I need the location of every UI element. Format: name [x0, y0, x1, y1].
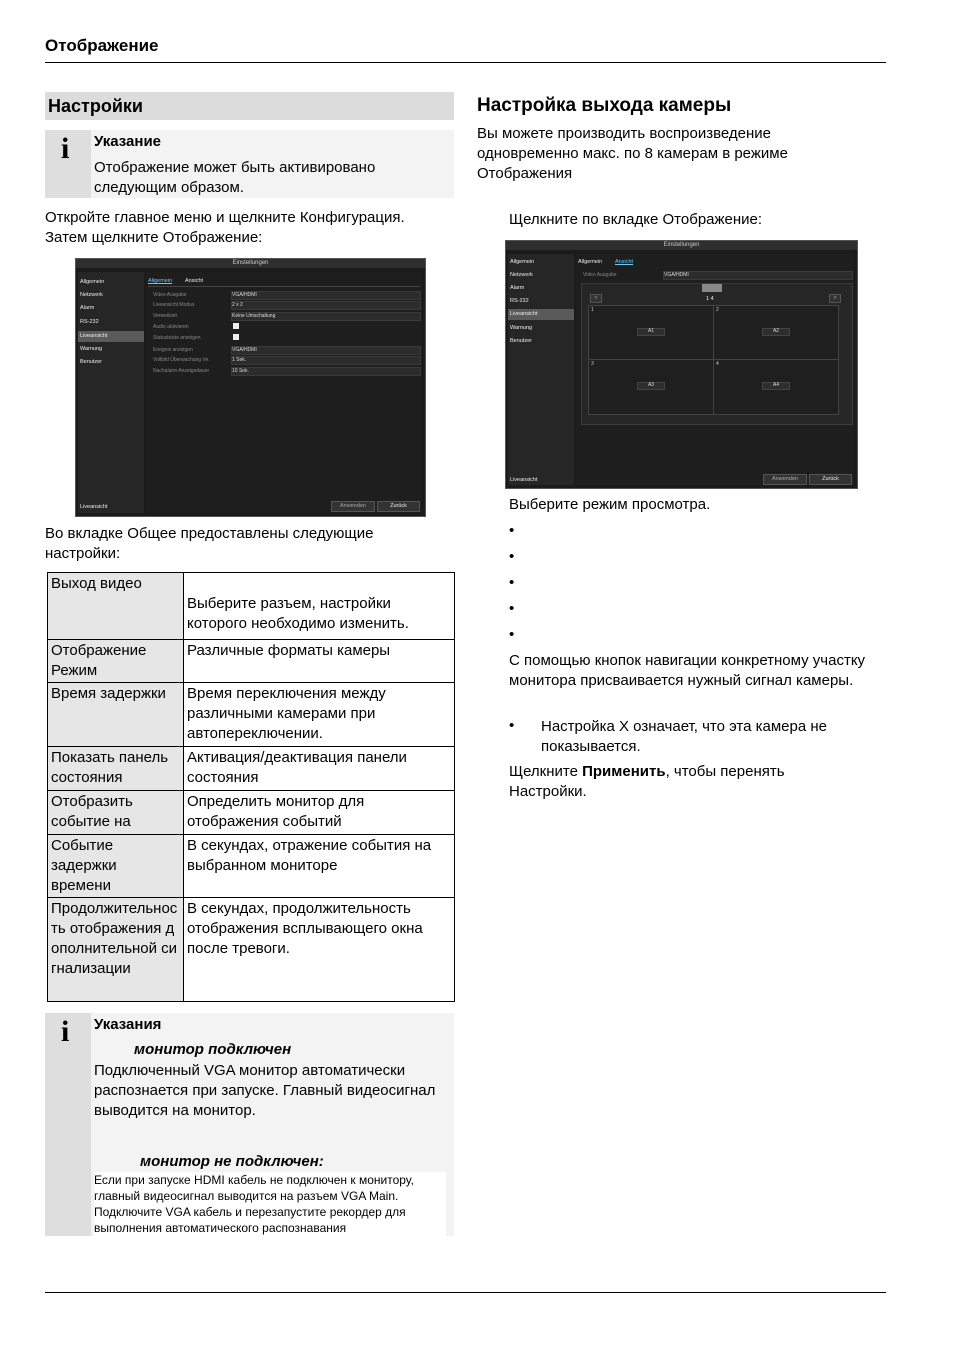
tab-ansicht[interactable]: Ansicht: [615, 259, 634, 265]
apply-instruction: [509, 762, 839, 802]
sidebar-item-liveansicht[interactable]: Liveansicht: [510, 311, 538, 317]
apply-post: , чтобы перенять Настройки.: [509, 763, 785, 800]
sidebar-item-rs232[interactable]: RS-232: [80, 319, 99, 325]
row-value-postalarm[interactable]: 10 Sek.: [231, 367, 421, 376]
sidebar-item-allgemein[interactable]: Allgemein: [80, 279, 105, 285]
table-row: [48, 683, 455, 747]
video-output-label: Video Ausgabe: [583, 272, 617, 278]
info-icon: i: [45, 1013, 91, 1236]
row-label-audio: Audio aktivieren: [153, 324, 189, 330]
table-key: Выход видео: [48, 573, 184, 640]
row-label-mode: Liveansicht Modus: [153, 302, 195, 308]
table-intro: Во вкладке Общее предоставлены следующие настройки:: [45, 525, 374, 562]
camera-select[interactable]: A2: [762, 328, 790, 336]
tab-allgemein[interactable]: Allgemein: [148, 278, 173, 284]
back-button[interactable]: Zurück: [377, 501, 420, 512]
header-rule: [45, 62, 886, 63]
note-text: Отображение может быть активировано следующим образом.: [94, 159, 376, 196]
table-key: Отобразить событие на: [48, 791, 184, 835]
bullet: •: [509, 717, 515, 734]
table-row: [48, 573, 455, 640]
row-label-fullscreen: Vollbild Überwachung Ve.: [153, 357, 210, 363]
note-heading: Указания: [94, 1016, 162, 1033]
camera-select[interactable]: A3: [637, 382, 665, 390]
note-box-hints: [45, 1013, 454, 1236]
row-label-status: Statusleiste anzeigen: [153, 335, 201, 341]
table-value: Определить монитор для отображения событий: [184, 791, 455, 835]
assign-text: С помощью кнопок навигации конкретному участку монитора присваивается нужный сигнал камеры.: [509, 652, 866, 689]
video-output-select[interactable]: VGA/HDMI: [663, 271, 853, 280]
table-key: Отображение Режим: [48, 640, 184, 683]
tab-allgemein[interactable]: Allgemein: [578, 259, 603, 265]
page-indicator: 1 4: [706, 296, 714, 302]
apply-pre: Щелкните: [509, 763, 583, 780]
sidebar-item-warnung[interactable]: Warnung: [510, 325, 533, 331]
apply-button[interactable]: Anwenden: [763, 474, 807, 485]
settings-screenshot-general: [75, 258, 426, 517]
sidebar-bottom-label: Liveansicht: [80, 504, 108, 510]
table-value-text: Выберите разъем, настройки которого необходимо изменить.: [187, 595, 409, 632]
bullet: •: [509, 626, 515, 643]
tab-rule: [148, 286, 420, 287]
cell-number: 3: [591, 361, 594, 367]
camera-cell[interactable]: [588, 359, 714, 415]
camera-cell[interactable]: [713, 359, 839, 415]
table-key: Продолжительность отображения дополнительной сигнализации: [48, 898, 184, 1002]
sidebar-item-netzwerk[interactable]: Netzwerk: [510, 272, 533, 278]
sidebar-item-allgemein[interactable]: Allgemein: [510, 259, 535, 265]
table-value: [184, 573, 455, 640]
back-button[interactable]: Zurück: [809, 474, 852, 485]
window-title: Einstellungen: [506, 241, 857, 250]
intro-text: Откройте главное меню и щелкните Конфигурация. Затем щелкните Отображение:: [45, 209, 405, 246]
table-value: Различные форматы камеры: [184, 640, 455, 683]
row-label-postalarm: Nachalarm Anzeigedauer: [153, 368, 210, 374]
settings-table: [47, 572, 455, 1002]
click-tab-text: Щелкните по вкладке Отображение:: [509, 211, 763, 228]
settings-screenshot-view: [505, 240, 858, 489]
sidebar-item-alarm[interactable]: Alarm: [80, 305, 95, 311]
bullet: •: [509, 600, 515, 617]
row-value-fullscreen[interactable]: 1 Sek.: [231, 356, 421, 365]
sidebar-item-netzwerk[interactable]: Netzwerk: [80, 292, 103, 298]
camera-select[interactable]: A4: [762, 382, 790, 390]
sidebar-item-warnung[interactable]: Warnung: [80, 346, 103, 352]
bullet: •: [509, 522, 515, 539]
table-key: Время задержки: [48, 683, 184, 747]
sidebar-item-rs232[interactable]: RS-232: [510, 298, 529, 304]
bullet: •: [509, 574, 515, 591]
note-text-disconnected: Если при запуске HDMI кабель не подключен к монитору, главный видеосигнал выводится на разъем VGA Main. Подключите VGA кабель и перезапустите рекордер для выполнения автоматического распознавания: [94, 1172, 446, 1236]
row-label-video: Video Ausgabe: [153, 292, 187, 298]
camera-cell[interactable]: [588, 305, 714, 360]
nav-right-button[interactable]: >: [829, 294, 841, 303]
note-text-connected: Подключенный VGA монитор автоматически распознается при запуске. Главный видеосигнал выводится на монитор.: [94, 1062, 436, 1119]
table-key: Событие задержки времени: [48, 835, 184, 898]
layout-mode-icon[interactable]: [702, 284, 722, 292]
row-label-dwell: Verweilzeit: [153, 313, 177, 319]
row-value-video[interactable]: VGA/HDMI: [231, 291, 421, 300]
table-row: [48, 747, 455, 791]
table-row: [48, 640, 455, 683]
table-value: Время переключения между различными камерами при автопереключении.: [184, 683, 455, 747]
table-value: В секундах, отражение события на выбранном мониторе: [184, 835, 455, 898]
window-title: Einstellungen: [76, 259, 425, 268]
bullet: •: [509, 548, 515, 565]
x-note: Настройка X означает, что эта камера не показывается.: [541, 718, 828, 755]
table-key: Показать панель состояния: [48, 747, 184, 791]
cell-number: 2: [716, 307, 719, 313]
audio-checkbox[interactable]: [233, 323, 239, 329]
camera-cell[interactable]: [713, 305, 839, 360]
status-checkbox[interactable]: [233, 334, 239, 340]
tab-ansicht[interactable]: Ansicht: [185, 278, 204, 284]
apply-bold: Применить: [582, 763, 666, 780]
section-title: Настройки: [48, 96, 143, 116]
sidebar-item-benutzer[interactable]: Benutzer: [510, 338, 533, 344]
info-icon: i: [45, 130, 91, 198]
cell-number: 1: [591, 307, 594, 313]
footer-rule: [45, 1292, 886, 1293]
note-box: [45, 130, 454, 198]
sidebar-item-alarm[interactable]: Alarm: [510, 285, 525, 291]
table-row: [48, 791, 455, 835]
table-value: В секундах, продолжительность отображения всплывающего окна после тревоги.: [184, 898, 455, 1002]
row-value-event[interactable]: VGA/HDMI: [231, 346, 421, 355]
table-row: [48, 835, 455, 898]
note-subheading-disconnected: монитор не подключен:: [140, 1153, 324, 1170]
sidebar-item-benutzer[interactable]: Benutzer: [80, 359, 103, 365]
note-subheading-connected: монитор подключен: [134, 1041, 292, 1058]
row-value-mode[interactable]: 2 x 2: [231, 301, 421, 310]
table-value: Активация/деактивация панели состояния: [184, 747, 455, 791]
cell-number: 4: [716, 361, 719, 367]
apply-button[interactable]: Anwenden: [331, 501, 375, 512]
select-mode-text: Выберите режим просмотра.: [509, 496, 711, 513]
nav-left-button[interactable]: <: [590, 294, 602, 303]
sidebar-bottom-label: Liveansicht: [510, 477, 538, 483]
page-title: Отображение: [45, 36, 159, 55]
row-label-event: Ereignis anzeigen: [153, 347, 193, 353]
sidebar-item-liveansicht[interactable]: Liveansicht: [80, 333, 108, 339]
section-bar: [45, 92, 454, 120]
row-value-dwell[interactable]: Keine Umschaltung: [231, 312, 421, 321]
camera-output-heading: Настройка выхода камеры: [477, 95, 732, 116]
camera-output-intro: Вы можете производить воспроизведение одновременно макс. по 8 камерам в режиме Отображения: [477, 125, 788, 182]
camera-select[interactable]: A1: [637, 328, 665, 336]
table-row: [48, 898, 455, 1002]
note-heading: Указание: [94, 133, 162, 150]
